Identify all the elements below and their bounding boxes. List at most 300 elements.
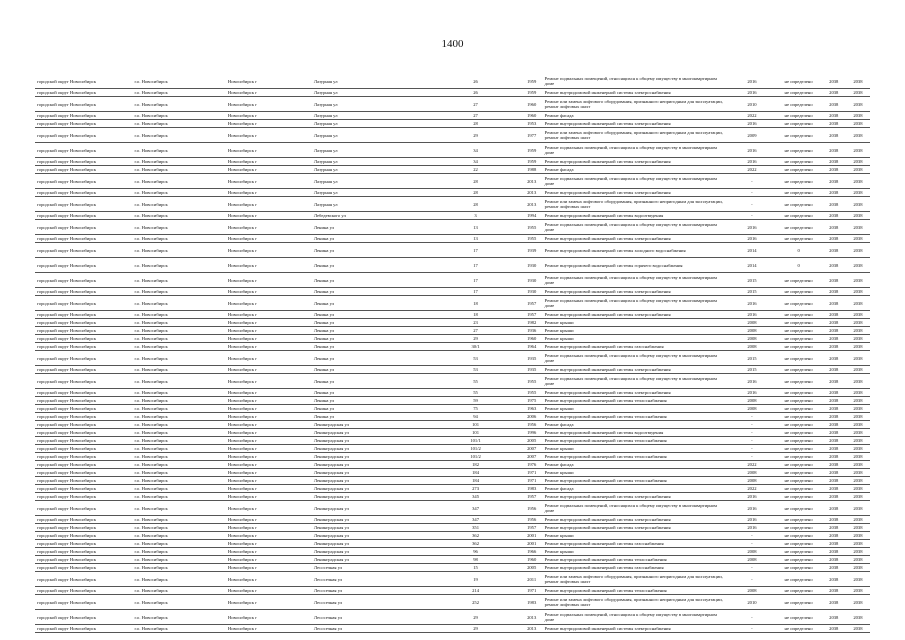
planned-year-cell: не определено xyxy=(776,74,822,89)
city-cell: Новосибирск г xyxy=(226,572,312,587)
end-year-cell: 2038 xyxy=(846,258,870,273)
year-built-cell: 1959 xyxy=(521,158,543,166)
house-number-cell: 347 xyxy=(430,516,520,524)
end-year-cell: 2038 xyxy=(846,120,870,128)
end-year-cell: 2038 xyxy=(846,374,870,389)
start-year-cell: 2038 xyxy=(822,524,846,532)
street-cell: Ленинградская ул xyxy=(312,445,431,453)
settlement-cell: г.о. Новосибирск xyxy=(133,485,226,493)
table-row xyxy=(35,516,870,524)
work-type-cell: Ремонт подвальных помещений, относящихся к общему имуществу в многоквартирном доме xyxy=(543,174,729,189)
year-built-cell: 1955 xyxy=(521,235,543,243)
work-type-cell: Ремонт или замена лифтового оборудования, признанного непригодным для эксплуатации, ремонт лифтовых шахт xyxy=(543,595,729,610)
street-cell: Лазурная ул xyxy=(312,166,431,174)
end-year-cell: 2038 xyxy=(846,493,870,501)
planned-year-cell: 0 xyxy=(776,258,822,273)
year-built-cell: 2013 xyxy=(521,189,543,197)
street-cell: Ленинградская ул xyxy=(312,556,431,564)
municipality-cell: городской округ Новосибирск xyxy=(35,564,133,572)
street-cell: Лазурная ул xyxy=(312,189,431,197)
street-cell: Ленинградская ул xyxy=(312,437,431,445)
year-built-cell: 2005 xyxy=(521,437,543,445)
end-year-cell: 2038 xyxy=(846,477,870,485)
settlement-cell: г.о. Новосибирск xyxy=(133,516,226,524)
city-cell: Новосибирск г xyxy=(226,189,312,197)
planned-year-cell: не определено xyxy=(776,405,822,413)
city-cell: Новосибирск г xyxy=(226,397,312,405)
planned-year-cell: не определено xyxy=(776,351,822,366)
municipality-cell: городской округ Новосибирск xyxy=(35,469,133,477)
last-repair-cell: - xyxy=(728,413,775,421)
work-type-cell: Ремонт крыши xyxy=(543,469,729,477)
street-cell: Ленина ул xyxy=(312,327,431,335)
year-built-cell: 1971 xyxy=(521,469,543,477)
planned-year-cell: не определено xyxy=(776,564,822,572)
municipality-cell: городской округ Новосибирск xyxy=(35,453,133,461)
street-cell: Лазурная ул xyxy=(312,89,431,97)
work-type-cell: Ремонт внутридомовой инженерной системы теплоснабжения xyxy=(543,437,729,445)
municipality-cell: городской округ Новосибирск xyxy=(35,421,133,429)
planned-year-cell: не определено xyxy=(776,610,822,625)
city-cell: Новосибирск г xyxy=(226,501,312,516)
city-cell: Новосибирск г xyxy=(226,128,312,143)
start-year-cell: 2038 xyxy=(822,548,846,556)
street-cell: Ленинградская ул xyxy=(312,493,431,501)
table-row xyxy=(35,429,870,437)
planned-year-cell: не определено xyxy=(776,189,822,197)
work-type-cell: Ремонт или замена лифтового оборудования, признанного непригодным для эксплуатации, ремонт лифтовых шахт xyxy=(543,97,729,112)
table-row xyxy=(35,461,870,469)
city-cell: Новосибирск г xyxy=(226,516,312,524)
planned-year-cell: не определено xyxy=(776,548,822,556)
last-repair-cell: 2015 xyxy=(728,288,775,296)
house-number-cell: 29 xyxy=(430,335,520,343)
house-number-cell: 28 xyxy=(430,197,520,212)
end-year-cell: 2038 xyxy=(846,112,870,120)
start-year-cell: 2038 xyxy=(822,413,846,421)
planned-year-cell: не определено xyxy=(776,120,822,128)
city-cell: Новосибирск г xyxy=(226,112,312,120)
year-built-cell: 1971 xyxy=(521,587,543,595)
house-number-cell: 101 xyxy=(430,421,520,429)
settlement-cell: г.о. Новосибирск xyxy=(133,128,226,143)
end-year-cell: 2038 xyxy=(846,311,870,319)
table-row xyxy=(35,501,870,516)
house-number-cell: 13 xyxy=(430,235,520,243)
last-repair-cell: 2010 xyxy=(728,97,775,112)
work-type-cell: Ремонт внутридомовой инженерной системы теплоснабжения xyxy=(543,453,729,461)
settlement-cell: г.о. Новосибирск xyxy=(133,524,226,532)
start-year-cell: 2038 xyxy=(822,97,846,112)
city-cell: Новосибирск г xyxy=(226,220,312,235)
planned-year-cell: не определено xyxy=(776,595,822,610)
house-number-cell: 26 xyxy=(430,74,520,89)
table-row xyxy=(35,397,870,405)
table-row xyxy=(35,532,870,540)
table-row xyxy=(35,437,870,445)
year-built-cell: 1960 xyxy=(521,556,543,564)
last-repair-cell: 2022 xyxy=(728,461,775,469)
city-cell: Новосибирск г xyxy=(226,374,312,389)
municipality-cell: городской округ Новосибирск xyxy=(35,212,133,220)
settlement-cell: г.о. Новосибирск xyxy=(133,610,226,625)
last-repair-cell: 2008 xyxy=(728,397,775,405)
municipality-cell: городской округ Новосибирск xyxy=(35,485,133,493)
start-year-cell: 2038 xyxy=(822,74,846,89)
planned-year-cell: не определено xyxy=(776,445,822,453)
municipality-cell: городской округ Новосибирск xyxy=(35,296,133,311)
year-built-cell: 1960 xyxy=(521,335,543,343)
year-built-cell: 1982 xyxy=(521,319,543,327)
work-type-cell: Ремонт крыши xyxy=(543,405,729,413)
last-repair-cell: 2016 xyxy=(728,311,775,319)
planned-year-cell: не определено xyxy=(776,524,822,532)
planned-year-cell: не определено xyxy=(776,174,822,189)
municipality-cell: городской округ Новосибирск xyxy=(35,319,133,327)
house-number-cell: 362 xyxy=(430,532,520,540)
municipality-cell: городской округ Новосибирск xyxy=(35,166,133,174)
city-cell: Новосибирск г xyxy=(226,564,312,572)
end-year-cell: 2038 xyxy=(846,595,870,610)
year-built-cell: 1983 xyxy=(521,485,543,493)
city-cell: Новосибирск г xyxy=(226,625,312,633)
last-repair-cell: 2008 xyxy=(728,327,775,335)
city-cell: Новосибирск г xyxy=(226,97,312,112)
street-cell: Ленинградская ул xyxy=(312,421,431,429)
year-built-cell: 1977 xyxy=(521,128,543,143)
house-number-cell: 3 xyxy=(430,212,520,220)
work-type-cell: Ремонт внутридомовой инженерной системы электроснабжения xyxy=(543,493,729,501)
city-cell: Новосибирск г xyxy=(226,429,312,437)
table-row xyxy=(35,128,870,143)
table-row xyxy=(35,89,870,97)
last-repair-cell: - xyxy=(728,625,775,633)
street-cell: Лесосечная ул xyxy=(312,572,431,587)
end-year-cell: 2038 xyxy=(846,273,870,288)
settlement-cell: г.о. Новосибирск xyxy=(133,540,226,548)
work-type-cell: Ремонт внутридомовой инженерной системы электроснабжения xyxy=(543,311,729,319)
municipality-cell: городской округ Новосибирск xyxy=(35,625,133,633)
municipality-cell: городской округ Новосибирск xyxy=(35,501,133,516)
table-row xyxy=(35,421,870,429)
planned-year-cell: не определено xyxy=(776,625,822,633)
municipality-cell: городской округ Новосибирск xyxy=(35,143,133,158)
last-repair-cell: - xyxy=(728,437,775,445)
planned-year-cell: не определено xyxy=(776,220,822,235)
street-cell: Ленинградская ул xyxy=(312,524,431,532)
municipality-cell: городской округ Новосибирск xyxy=(35,374,133,389)
street-cell: Ленинградская ул xyxy=(312,485,431,493)
municipality-cell: городской округ Новосибирск xyxy=(35,89,133,97)
planned-year-cell: не определено xyxy=(776,212,822,220)
start-year-cell: 2038 xyxy=(822,158,846,166)
street-cell: Лесосечная ул xyxy=(312,587,431,595)
planned-year-cell: не определено xyxy=(776,572,822,587)
settlement-cell: г.о. Новосибирск xyxy=(133,120,226,128)
year-built-cell: 1963 xyxy=(521,405,543,413)
year-built-cell: 1960 xyxy=(521,112,543,120)
city-cell: Новосибирск г xyxy=(226,258,312,273)
street-cell: Ленинградская ул xyxy=(312,540,431,548)
city-cell: Новосибирск г xyxy=(226,296,312,311)
house-number-cell: 29 xyxy=(430,625,520,633)
work-type-cell: Ремонт внутридомовой инженерной системы горячего водоснабжения xyxy=(543,258,729,273)
start-year-cell: 2038 xyxy=(822,166,846,174)
repair-schedule-table xyxy=(35,74,870,633)
start-year-cell: 2038 xyxy=(822,243,846,258)
municipality-cell: городской округ Новосибирск xyxy=(35,595,133,610)
house-number-cell: 18 xyxy=(430,311,520,319)
last-repair-cell: 2015 xyxy=(728,351,775,366)
last-repair-cell: - xyxy=(728,540,775,548)
settlement-cell: г.о. Новосибирск xyxy=(133,477,226,485)
work-type-cell: Ремонт внутридомовой инженерной системы холодного водоснабжения xyxy=(543,243,729,258)
last-repair-cell: 2022 xyxy=(728,485,775,493)
start-year-cell: 2038 xyxy=(822,461,846,469)
city-cell: Новосибирск г xyxy=(226,469,312,477)
end-year-cell: 2038 xyxy=(846,319,870,327)
year-built-cell: 1930 xyxy=(521,288,543,296)
house-number-cell: 13 xyxy=(430,220,520,235)
last-repair-cell: 2008 xyxy=(728,335,775,343)
start-year-cell: 2038 xyxy=(822,273,846,288)
start-year-cell: 2038 xyxy=(822,189,846,197)
work-type-cell: Ремонт фасада xyxy=(543,166,729,174)
settlement-cell: г.о. Новосибирск xyxy=(133,319,226,327)
last-repair-cell: - xyxy=(728,445,775,453)
year-built-cell: 1957 xyxy=(521,524,543,532)
table-row xyxy=(35,572,870,587)
planned-year-cell: не определено xyxy=(776,97,822,112)
last-repair-cell: 2016 xyxy=(728,524,775,532)
settlement-cell: г.о. Новосибирск xyxy=(133,556,226,564)
last-repair-cell: - xyxy=(728,197,775,212)
street-cell: Лазурная ул xyxy=(312,112,431,120)
end-year-cell: 2038 xyxy=(846,461,870,469)
city-cell: Новосибирск г xyxy=(226,158,312,166)
start-year-cell: 2038 xyxy=(822,288,846,296)
planned-year-cell: не определено xyxy=(776,587,822,595)
settlement-cell: г.о. Новосибирск xyxy=(133,296,226,311)
street-cell: Ленина ул xyxy=(312,351,431,366)
last-repair-cell: 2008 xyxy=(728,477,775,485)
municipality-cell: городской округ Новосибирск xyxy=(35,429,133,437)
planned-year-cell: не определено xyxy=(776,296,822,311)
last-repair-cell: - xyxy=(728,212,775,220)
planned-year-cell: не определено xyxy=(776,197,822,212)
municipality-cell: городской округ Новосибирск xyxy=(35,610,133,625)
last-repair-cell: 2008 xyxy=(728,405,775,413)
municipality-cell: городской округ Новосибирск xyxy=(35,548,133,556)
city-cell: Новосибирск г xyxy=(226,311,312,319)
table-row xyxy=(35,243,870,258)
end-year-cell: 2038 xyxy=(846,327,870,335)
municipality-cell: городской округ Новосибирск xyxy=(35,97,133,112)
municipality-cell: городской округ Новосибирск xyxy=(35,437,133,445)
start-year-cell: 2038 xyxy=(822,374,846,389)
work-type-cell: Ремонт фасада xyxy=(543,485,729,493)
settlement-cell: г.о. Новосибирск xyxy=(133,174,226,189)
house-number-cell: 55 xyxy=(430,389,520,397)
end-year-cell: 2038 xyxy=(846,74,870,89)
house-number-cell: 59 xyxy=(430,397,520,405)
settlement-cell: г.о. Новосибирск xyxy=(133,413,226,421)
start-year-cell: 2038 xyxy=(822,405,846,413)
work-type-cell: Ремонт внутридомовой инженерной системы теплоснабжения xyxy=(543,587,729,595)
table-row xyxy=(35,524,870,532)
settlement-cell: г.о. Новосибирск xyxy=(133,351,226,366)
planned-year-cell: не определено xyxy=(776,366,822,374)
year-built-cell: 1959 xyxy=(521,89,543,97)
municipality-cell: городской округ Новосибирск xyxy=(35,493,133,501)
start-year-cell: 2038 xyxy=(822,610,846,625)
work-type-cell: Ремонт внутридомовой инженерной системы газоснабжения xyxy=(543,564,729,572)
last-repair-cell: - xyxy=(728,564,775,572)
city-cell: Новосибирск г xyxy=(226,540,312,548)
year-built-cell: 1983 xyxy=(521,595,543,610)
last-repair-cell: - xyxy=(728,174,775,189)
work-type-cell: Ремонт внутридомовой инженерной системы электроснабжения xyxy=(543,524,729,532)
house-number-cell: 22 xyxy=(430,166,520,174)
table-row xyxy=(35,120,870,128)
planned-year-cell: не определено xyxy=(776,311,822,319)
start-year-cell: 2038 xyxy=(822,319,846,327)
municipality-cell: городской округ Новосибирск xyxy=(35,343,133,351)
planned-year-cell: не определено xyxy=(776,335,822,343)
year-built-cell: 1955 xyxy=(521,374,543,389)
work-type-cell: Ремонт подвальных помещений, относящихся к общему имуществу в многоквартирном доме xyxy=(543,351,729,366)
table-row xyxy=(35,143,870,158)
start-year-cell: 2038 xyxy=(822,429,846,437)
settlement-cell: г.о. Новосибирск xyxy=(133,572,226,587)
street-cell: Ленинградская ул xyxy=(312,469,431,477)
city-cell: Новосибирск г xyxy=(226,437,312,445)
settlement-cell: г.о. Новосибирск xyxy=(133,453,226,461)
municipality-cell: городской округ Новосибирск xyxy=(35,327,133,335)
planned-year-cell: не определено xyxy=(776,273,822,288)
table-row xyxy=(35,288,870,296)
last-repair-cell: 2016 xyxy=(728,501,775,516)
city-cell: Новосибирск г xyxy=(226,335,312,343)
end-year-cell: 2038 xyxy=(846,445,870,453)
end-year-cell: 2038 xyxy=(846,235,870,243)
last-repair-cell: 2008 xyxy=(728,319,775,327)
work-type-cell: Ремонт крыши xyxy=(543,445,729,453)
work-type-cell: Ремонт подвальных помещений, относящихся к общему имуществу в многоквартирном доме xyxy=(543,74,729,89)
settlement-cell: г.о. Новосибирск xyxy=(133,327,226,335)
year-built-cell: 2013 xyxy=(521,610,543,625)
work-type-cell: Ремонт подвальных помещений, относящихся к общему имуществу в многоквартирном доме xyxy=(543,374,729,389)
settlement-cell: г.о. Новосибирск xyxy=(133,532,226,540)
year-built-cell: 2001 xyxy=(521,532,543,540)
street-cell: Ленина ул xyxy=(312,220,431,235)
start-year-cell: 2038 xyxy=(822,572,846,587)
street-cell: Ленина ул xyxy=(312,413,431,421)
year-built-cell: 2001 xyxy=(521,540,543,548)
work-type-cell: Ремонт подвальных помещений, относящихся к общему имуществу в многоквартирном доме xyxy=(543,296,729,311)
last-repair-cell: 2016 xyxy=(728,143,775,158)
last-repair-cell: 2016 xyxy=(728,74,775,89)
settlement-cell: г.о. Новосибирск xyxy=(133,158,226,166)
year-built-cell: 1930 xyxy=(521,273,543,288)
table-row xyxy=(35,351,870,366)
street-cell: Лазурная ул xyxy=(312,197,431,212)
municipality-cell: городской округ Новосибирск xyxy=(35,335,133,343)
year-built-cell: 1939 xyxy=(521,243,543,258)
work-type-cell: Ремонт внутридомовой инженерной системы электроснабжения xyxy=(543,120,729,128)
last-repair-cell: 2014 xyxy=(728,258,775,273)
planned-year-cell: не определено xyxy=(776,501,822,516)
planned-year-cell: не определено xyxy=(776,413,822,421)
work-type-cell: Ремонт внутридомовой инженерной системы электроснабжения xyxy=(543,189,729,197)
settlement-cell: г.о. Новосибирск xyxy=(133,166,226,174)
city-cell: Новосибирск г xyxy=(226,548,312,556)
settlement-cell: г.о. Новосибирск xyxy=(133,421,226,429)
end-year-cell: 2038 xyxy=(846,564,870,572)
table-row xyxy=(35,158,870,166)
last-repair-cell: 2008 xyxy=(728,556,775,564)
city-cell: Новосибирск г xyxy=(226,74,312,89)
planned-year-cell: не определено xyxy=(776,343,822,351)
city-cell: Новосибирск г xyxy=(226,556,312,564)
municipality-cell: городской округ Новосибирск xyxy=(35,572,133,587)
work-type-cell: Ремонт подвальных помещений, относящихся к общему имуществу в многоквартирном доме xyxy=(543,501,729,516)
planned-year-cell: не определено xyxy=(776,477,822,485)
house-number-cell: 23 xyxy=(430,319,520,327)
last-repair-cell: 2015 xyxy=(728,366,775,374)
house-number-cell: 27 xyxy=(430,112,520,120)
street-cell: Ленинградская ул xyxy=(312,532,431,540)
settlement-cell: г.о. Новосибирск xyxy=(133,389,226,397)
street-cell: Ленинградская ул xyxy=(312,477,431,485)
year-built-cell: 1966 xyxy=(521,548,543,556)
planned-year-cell: не определено xyxy=(776,327,822,335)
street-cell: Ленина ул xyxy=(312,243,431,258)
end-year-cell: 2038 xyxy=(846,174,870,189)
work-type-cell: Ремонт или замена лифтового оборудования, признанного непригодным для эксплуатации, ремонт лифтовых шахт xyxy=(543,197,729,212)
work-type-cell: Ремонт крыши xyxy=(543,548,729,556)
municipality-cell: городской округ Новосибирск xyxy=(35,477,133,485)
planned-year-cell: не определено xyxy=(776,397,822,405)
start-year-cell: 2038 xyxy=(822,335,846,343)
start-year-cell: 2038 xyxy=(822,112,846,120)
house-number-cell: 17 xyxy=(430,288,520,296)
last-repair-cell: 2016 xyxy=(728,296,775,311)
city-cell: Новосибирск г xyxy=(226,413,312,421)
table-row xyxy=(35,335,870,343)
work-type-cell: Ремонт фасада xyxy=(543,112,729,120)
year-built-cell: 2005 xyxy=(521,564,543,572)
street-cell: Ленина ул xyxy=(312,374,431,389)
municipality-cell: городской округ Новосибирск xyxy=(35,405,133,413)
table-row xyxy=(35,374,870,389)
end-year-cell: 2038 xyxy=(846,437,870,445)
table-row xyxy=(35,343,870,351)
table-row xyxy=(35,112,870,120)
city-cell: Новосибирск г xyxy=(226,89,312,97)
end-year-cell: 2038 xyxy=(846,343,870,351)
house-number-cell: 26 xyxy=(430,89,520,97)
house-number-cell: 19 xyxy=(430,572,520,587)
house-number-cell: 96 xyxy=(430,548,520,556)
last-repair-cell: - xyxy=(728,189,775,197)
municipality-cell: городской округ Новосибирск xyxy=(35,220,133,235)
street-cell: Ленина ул xyxy=(312,273,431,288)
settlement-cell: г.о. Новосибирск xyxy=(133,235,226,243)
house-number-cell: 28 xyxy=(430,189,520,197)
house-number-cell: 27 xyxy=(430,97,520,112)
end-year-cell: 2038 xyxy=(846,485,870,493)
